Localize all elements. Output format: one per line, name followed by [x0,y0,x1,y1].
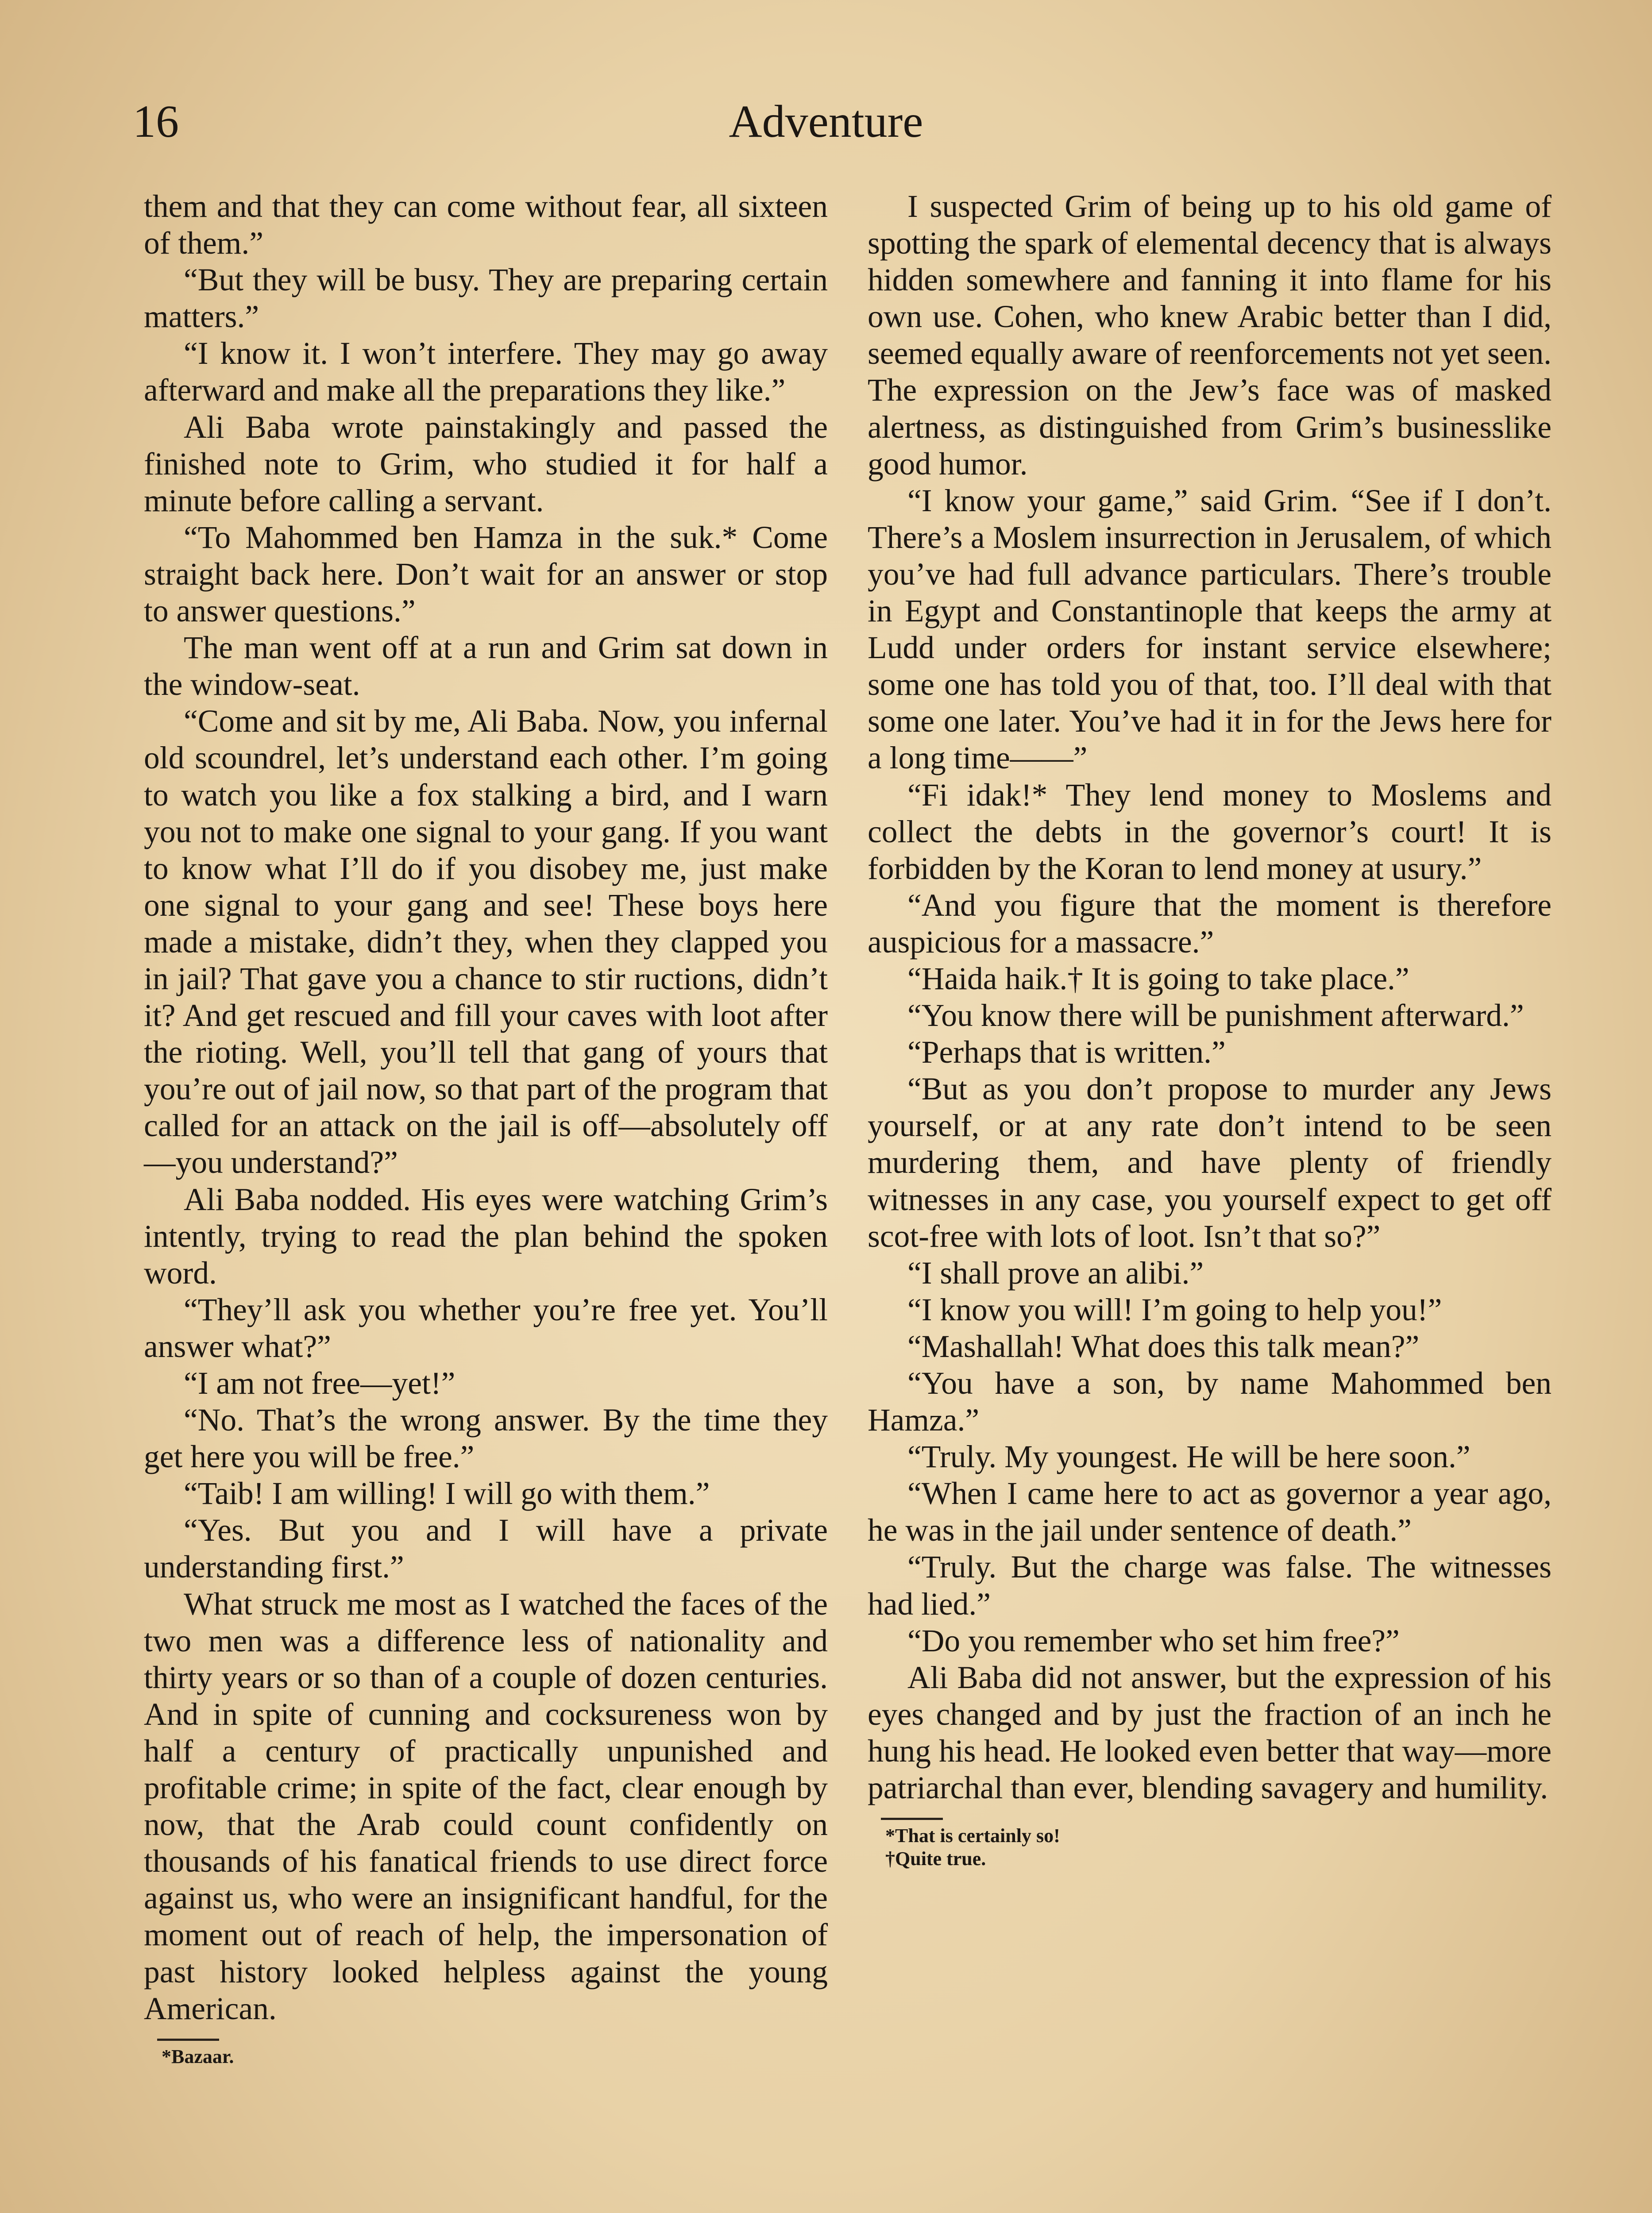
paragraph: “And you figure that the moment is therefore auspicious for a massacre.” [868,887,1552,960]
paragraph: “You have a son, by name Mahommed ben Hamza.” [868,1366,1552,1438]
paragraph: “Do you remember who set him free?” [907,1623,1400,1658]
paragraph: I suspected Grim of being up to his old game of spotting the spark of elemental decency that is always hidden somewhere and fanning it into flame for his own use. Cohen, who knew Arabic better than I did, seemed equally aware of reenforcements not yet seen. The expression on the Jew’s face was of masked alertness, as distinguished from Grim’s businesslike good humor. [868,189,1552,482]
paragraph: “When I came here to act as governor a year ago, he was in the jail under sentence of death.” [868,1476,1552,1548]
paragraph: “Taib! I am willing! I will go with them.” [184,1476,710,1511]
footnote: *That is certainly so! [885,1825,1060,1847]
paragraph: “I shall prove an alibi.” [907,1255,1204,1291]
paragraph: “But as you don’t propose to murder any Jews yourself, or at any rate don’t intend to be seen murdering them, and have plenty of friendly witnesses in any case, you yourself expect to get off scot-free with lots of loot. Isn’t that so?” [868,1072,1552,1254]
footnote: †Quite true. [885,1848,986,1870]
paragraph: “Mashallah! What does this talk mean?” [907,1329,1420,1364]
paragraph: The man went off at a run and Grim sat down in the window-seat. [144,630,828,702]
paragraph: “No. That’s the wrong answer. By the time they get here you will be free.” [144,1403,828,1475]
right-column [868,188,1552,1870]
footnotes-left [144,2045,828,2068]
paragraph: “They’ll ask you whether you’re free yet. You’ll answer what?” [144,1292,828,1364]
paragraph: “You know there will be punishment afterward.” [907,998,1524,1033]
running-title: Adventure [729,96,923,147]
paragraph: “Truly. My youngest. He will be here soon.” [907,1439,1471,1475]
paragraph: them and that they can come without fear, all sixteen of them.” [144,189,828,261]
paragraph: “Truly. But the charge was false. The witnesses had lied.” [868,1550,1552,1622]
footnotes-right [868,1824,1552,1870]
paragraph: “I am not free—yet!” [184,1366,455,1401]
paragraph: “Haida haik.† It is going to take place.” [907,961,1409,996]
paragraph: Ali Baba nodded. His eyes were watching Grim’s intently, trying to read the plan behind the spoken word. [144,1182,828,1291]
footnote: *Bazaar. [162,2045,234,2067]
page-header [0,93,1652,150]
paragraph: “But they will be busy. They are preparing certain matters.” [144,262,828,335]
paragraph: “I know your game,” said Grim. “See if I don’t. There’s a Moslem insurrection in Jerusalem, of which you’ve had full advance particulars. There’s trouble in Egypt and Constantinople that keeps the army at Ludd under orders for instant service elsewhere; some one has told you of that, too. I’ll deal with that some one later. You’ve had it in for the Jews here for a long time——” [868,483,1552,776]
page-number: 16 [133,96,179,147]
paragraph: Ali Baba did not answer, but the expression of his eyes changed and by just the fraction of an inch he hung his head. He looked even better that way—more patriarchal than ever, blending savagery and humility. [868,1660,1552,1806]
paragraph: “I know you will! I’m going to help you!” [907,1292,1442,1327]
paragraph: Ali Baba wrote painstakingly and passed the finished note to Grim, who studied it for half a minute before calling a servant. [144,409,828,518]
paragraph: “Perhaps that is written.” [907,1035,1226,1070]
paragraph: “Fi idak!* They lend money to Moslems and collect the debts in the governor’s court! It is forbidden by the Koran to lend money at usury.” [868,777,1552,886]
footnote-rule [881,1818,943,1820]
footnote-rule [157,2039,219,2041]
paragraph: “Yes. But you and I will have a private understanding first.” [144,1513,828,1585]
paragraph: “To Mahommed ben Hamza in the suk.* Come straight back here. Don’t wait for an answer or stop to answer questions.” [144,520,828,629]
left-column [144,188,828,2068]
paragraph: “Come and sit by me, Ali Baba. Now, you infernal old scoundrel, let’s understand each other. I’m going to watch you like a fox stalking a bird, and I warn you not to make one signal to your gang. If you want to know what I’ll do if you disobey me, just make one signal to your gang and see! These boys here made a mistake, didn’t they, when they clapped you in jail? That gave you a chance to stir ructions, didn’t it? And get rescued and fill your caves with loot after the rioting. Well, you’ll tell that gang of yours that you’re out of jail now, so that part of the program that called for an attack on the jail is off—absolutely off—you understand?” [144,704,828,1180]
paragraph: What struck me most as I watched the faces of the two men was a difference less of nationality and thirty years or so than of a couple of dozen centuries. And in spite of cunning and cocksureness won by half a century of practically unpunished and profitable crime; in spite of the fact, clear enough by now, that the Arab could count confidently on thousands of his fanatical friends to use direct force against us, who were an insignificant handful, for the moment out of reach of help, the impersonation of past history looked helpless against the young American. [144,1586,828,2026]
paragraph: “I know it. I won’t interfere. They may go away afterward and make all the preparations they like.” [144,336,828,408]
